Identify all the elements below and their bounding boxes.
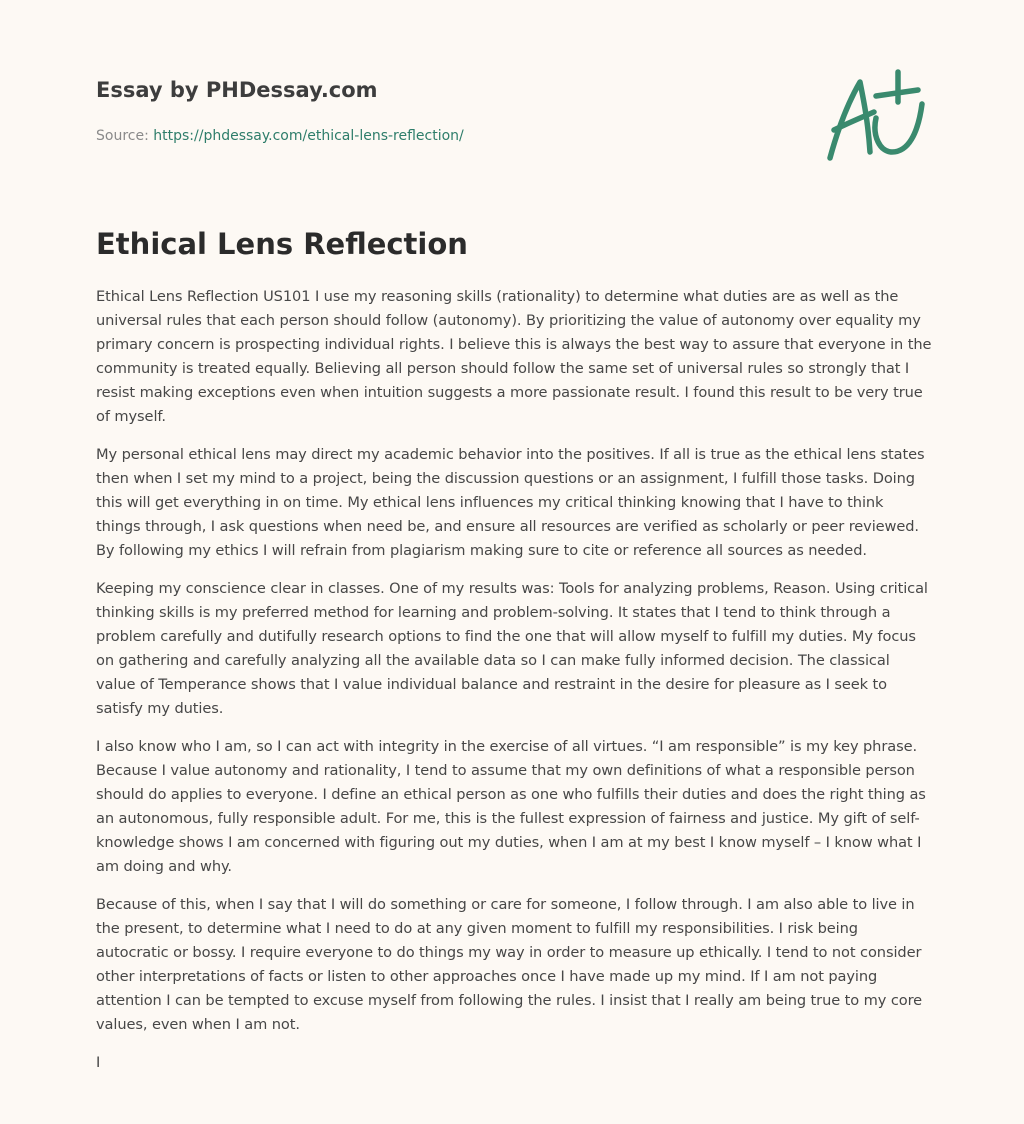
paragraph: Ethical Lens Reflection US101 I use my reasoning skills (rationality) to determine what duties are as well as the universal rules that each person should follow (autonomy). By prioritizing the value of autonomy over equality my primary concern is prospecting individual rights. I believe this is always the best way to assure that everyone in the community is treated equally. Believing all person should follow the same set of universal rules so strongly that I resist making exceptions even when intuition suggests a more passionate result. I found this result to be very true of myself.	[96, 288, 932, 425]
paragraph: My personal ethical lens may direct my academic behavior into the positives. If all is true as the ethical lens states then when I set my mind to a project, being the discussion questions or an assignment, I fulfill those tasks. Doing this will get everything in on time. My ethical lens influences my critical thinking knowing that I have to think things through, I ask questions when need be, and ensure all resources are verified as scholarly or peer reviewed. By following my ethics I will refrain from plagiarism making sure to cite or reference all sources as needed.	[96, 446, 925, 559]
paragraph: Because of this, when I say that I will do something or care for someone, I follow through. I am also able to live in the present, to determine what I need to do at any given moment to fulfill my responsibilities. I risk being autocratic or bossy. I require everyone to do things my way in order to measure up ethically. I tend to not consider other interpretations of facts or listen to other approaches once I have made up my mind. If I am not paying attention I can be tempted to excuse myself from following the rules. I insist that I really am being true to my core values, even when I am not.	[96, 896, 923, 1033]
paragraph: I also know who I am, so I can act with integrity in the exercise of all virtues. “I am responsible” is my key phrase. Because I value autonomy and rationality, I tend to assume that my own definitions of what a responsible person should do applies to everyone. I define an ethical person as one who fulfills their duties and does the right thing as an autonomous, fully responsible adult. For me, this is the fullest expression of fairness and justice. My gift of self-knowledge shows I am concerned with figuring out my duties, when I am at my best I know myself – I know what I am doing and why.	[96, 738, 926, 875]
a-plus-logo-icon	[818, 66, 930, 166]
essay-body	[96, 285, 932, 1089]
site-brand: Essay by PHDessay.com	[96, 78, 378, 102]
header	[96, 74, 796, 146]
source-line	[96, 126, 796, 146]
essay-title: Ethical Lens Reflection	[96, 227, 468, 261]
source-link[interactable]: https://phdessay.com/ethical-lens-reflection/	[153, 128, 464, 144]
source-label: Source:	[96, 128, 154, 144]
paragraph: I	[96, 1054, 101, 1071]
paragraph: Keeping my conscience clear in classes. One of my results was: Tools for analyzing problems, Reason. Using critical thinking skills is my preferred method for learning and problem-solving. It states that I tend to think through a problem carefully and dutifully research options to find the one that will allow myself to fulfill my duties. My focus on gathering and carefully analyzing all the available data so I can make fully informed decision. The classical value of Temperance shows that I value individual balance and restraint in the desire for pleasure as I seek to satisfy my duties.	[96, 580, 928, 717]
